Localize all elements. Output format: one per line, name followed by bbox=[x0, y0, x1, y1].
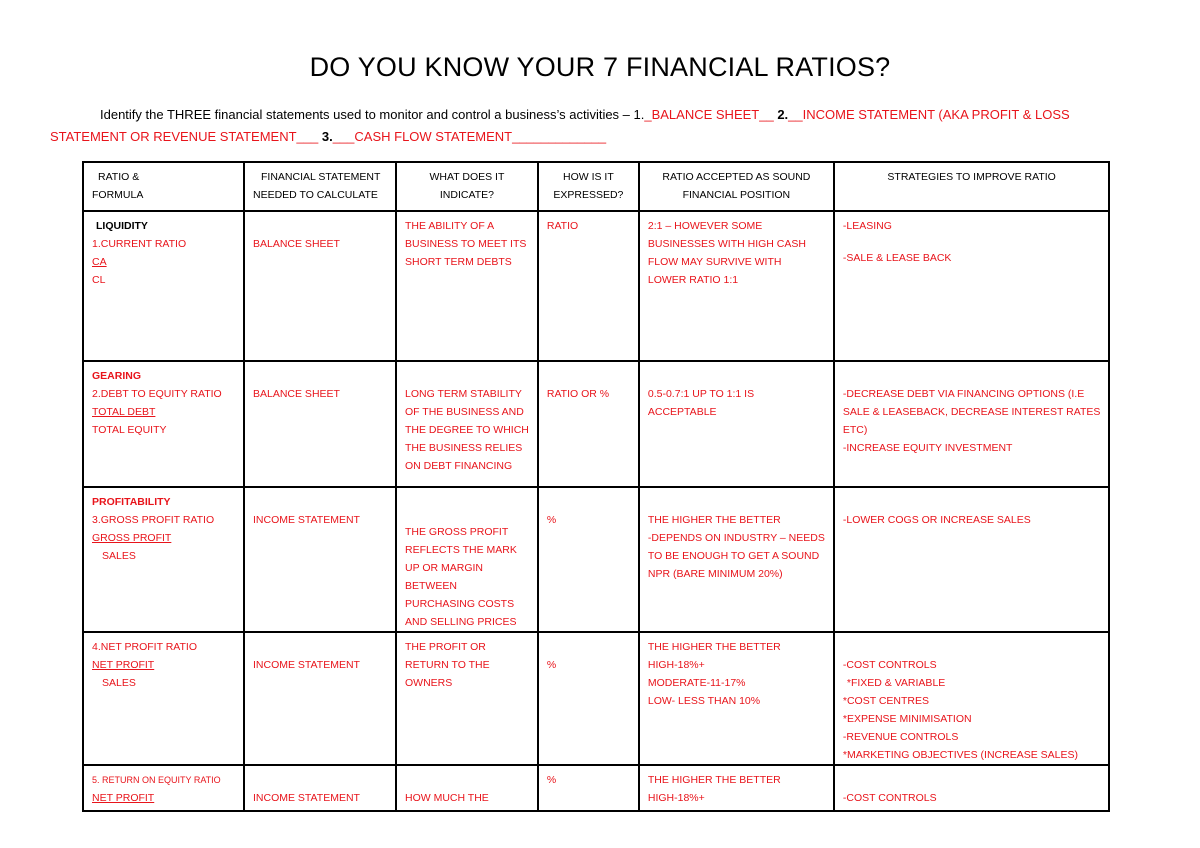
answer-2: __INCOME STATEMENT (AKA PROFIT & LOSS bbox=[788, 107, 1070, 122]
page-title: DO YOU KNOW YOUR 7 FINANCIAL RATIOS? bbox=[309, 52, 891, 82]
indicate-line: THE BUSINESS RELIES bbox=[405, 442, 523, 454]
header-ratio-line2: FORMULA bbox=[92, 189, 144, 201]
strategy-line: ETC) bbox=[842, 424, 868, 436]
header-expressed-line2: EXPRESSED? bbox=[553, 189, 624, 201]
accepted-cell bbox=[639, 765, 834, 811]
strategy-line: *COST CENTRES bbox=[842, 695, 930, 707]
accepted-line: 2:1 – HOWEVER SOME bbox=[647, 220, 763, 232]
indicate-line: THE ABILITY OF A bbox=[405, 220, 495, 232]
answer-3-number: 3. bbox=[321, 129, 333, 144]
strategies-cell bbox=[834, 211, 1110, 361]
expressed-cell bbox=[538, 765, 639, 811]
strategy-line: -SALE & LEASE BACK bbox=[842, 252, 952, 264]
header-accepted-line2: FINANCIAL POSITION bbox=[682, 189, 791, 201]
indicate-line: HOW MUCH THE bbox=[405, 792, 489, 804]
header-strategies bbox=[834, 162, 1110, 211]
header-statement bbox=[244, 162, 396, 211]
answer-2-number: 2. bbox=[777, 107, 789, 122]
header-expressed bbox=[538, 162, 639, 211]
statement-cell bbox=[244, 765, 396, 811]
indicate-cell bbox=[396, 361, 538, 487]
indicate-line: THE DEGREE TO WHICH bbox=[405, 424, 529, 436]
strategy-line: SALE & LEASEBACK, DECREASE INTEREST RATES bbox=[842, 406, 1101, 418]
ratio-name: 3.GROSS PROFIT RATIO bbox=[92, 514, 215, 526]
ratios-table bbox=[82, 161, 1110, 812]
indicate-cell bbox=[396, 211, 538, 361]
strategy-line: *EXPENSE MINIMISATION bbox=[842, 713, 972, 725]
category-label: GEARING bbox=[92, 370, 142, 382]
ratio-cell bbox=[83, 361, 244, 487]
accepted-line: THE HIGHER THE BETTER bbox=[647, 774, 781, 786]
accepted-line: LOWER RATIO 1:1 bbox=[647, 274, 739, 286]
statement-value: BALANCE SHEET bbox=[253, 388, 340, 400]
formula-numerator: CA bbox=[92, 256, 107, 268]
table-row bbox=[83, 361, 1109, 487]
intro-prompt: Identify the THREE financial statements used to monitor and control a business’s activities – 1. bbox=[100, 107, 645, 122]
indicate-line: OWNERS bbox=[405, 677, 453, 689]
indicate-cell bbox=[396, 632, 538, 765]
indicate-line: OF THE BUSINESS AND bbox=[405, 406, 524, 418]
accepted-cell bbox=[639, 361, 834, 487]
indicate-cell bbox=[396, 765, 538, 811]
expressed-cell bbox=[538, 361, 639, 487]
indicate-cell bbox=[396, 487, 538, 632]
strategies-cell bbox=[834, 632, 1110, 765]
header-indicate bbox=[396, 162, 538, 211]
accepted-line: LOW- LESS THAN 10% bbox=[647, 695, 761, 707]
indicate-line: THE GROSS PROFIT bbox=[405, 526, 509, 538]
formula-numerator: TOTAL DEBT bbox=[92, 406, 156, 418]
header-indicate-line1: WHAT DOES IT bbox=[429, 171, 505, 183]
strategy-line: *FIXED & VARIABLE bbox=[846, 677, 946, 689]
intro-paragraph bbox=[50, 104, 1150, 148]
accepted-line: BUSINESSES WITH HIGH CASH bbox=[647, 238, 806, 250]
indicate-line: BUSINESS TO MEET ITS bbox=[405, 238, 527, 250]
statement-value: BALANCE SHEET bbox=[253, 238, 340, 250]
accepted-line: HIGH-18%+ bbox=[647, 659, 705, 671]
ratio-name: 1.CURRENT RATIO bbox=[92, 238, 187, 250]
ratio-cell bbox=[83, 211, 244, 361]
header-indicate-line2: INDICATE? bbox=[439, 189, 494, 201]
indicate-line: PURCHASING COSTS bbox=[405, 598, 515, 610]
formula-numerator: NET PROFIT bbox=[92, 792, 155, 804]
header-strategies-line1: STRATEGIES TO IMPROVE RATIO bbox=[887, 171, 1056, 183]
accepted-cell bbox=[639, 632, 834, 765]
ratio-name: 2.DEBT TO EQUITY RATIO bbox=[92, 388, 222, 400]
accepted-line: -DEPENDS ON INDUSTRY – NEEDS bbox=[647, 532, 825, 544]
header-accepted-line1: RATIO ACCEPTED AS SOUND bbox=[662, 171, 811, 183]
strategy-line: -DECREASE DEBT VIA FINANCING OPTIONS (I.E bbox=[842, 388, 1085, 400]
category-label: LIQUIDITY bbox=[96, 220, 148, 232]
accepted-line: THE HIGHER THE BETTER bbox=[647, 641, 781, 653]
formula-numerator: NET PROFIT bbox=[92, 659, 155, 671]
strategies-cell bbox=[834, 765, 1110, 811]
expressed-cell bbox=[538, 632, 639, 765]
indicate-line: AND SELLING PRICES bbox=[405, 616, 517, 628]
indicate-line: ON DEBT FINANCING bbox=[405, 460, 513, 472]
formula-numerator: GROSS PROFIT bbox=[92, 532, 172, 544]
statement-value: INCOME STATEMENT bbox=[253, 514, 360, 526]
indicate-line: LONG TERM STABILITY bbox=[405, 388, 522, 400]
accepted-line: THE HIGHER THE BETTER bbox=[647, 514, 781, 526]
strategies-cell bbox=[834, 487, 1110, 632]
indicate-line: THE PROFIT OR bbox=[405, 641, 486, 653]
ratio-cell bbox=[83, 765, 244, 811]
formula-denominator: TOTAL EQUITY bbox=[92, 424, 167, 436]
category-label: PROFITABILITY bbox=[92, 496, 171, 508]
formula-denominator: CL bbox=[92, 274, 106, 286]
answer-2-continued: STATEMENT OR REVENUE STATEMENT___ bbox=[50, 129, 319, 144]
strategies-cell bbox=[834, 361, 1110, 487]
statement-cell bbox=[244, 632, 396, 765]
statement-cell bbox=[244, 211, 396, 361]
table-row bbox=[83, 487, 1109, 632]
table-row bbox=[83, 211, 1109, 361]
answer-1: _BALANCE SHEET__ bbox=[644, 107, 774, 122]
expressed-value: % bbox=[546, 659, 557, 671]
expressed-value: RATIO OR % bbox=[546, 388, 610, 400]
table-row bbox=[83, 765, 1109, 811]
expressed-value: % bbox=[546, 514, 557, 526]
expressed-value: RATIO bbox=[546, 220, 579, 232]
indicate-line: REFLECTS THE MARK bbox=[405, 544, 517, 556]
accepted-line: ACCEPTABLE bbox=[647, 406, 717, 418]
header-row bbox=[83, 162, 1109, 211]
header-accepted bbox=[639, 162, 834, 211]
header-statement-line2: NEEDED TO CALCULATE bbox=[253, 189, 378, 201]
strategy-line: *MARKETING OBJECTIVES (INCREASE SALES) bbox=[842, 749, 1078, 761]
strategy-line: -LEASING bbox=[842, 220, 892, 232]
accepted-cell bbox=[639, 211, 834, 361]
statement-cell bbox=[244, 361, 396, 487]
formula-denominator: SALES bbox=[102, 677, 136, 689]
ratio-name: 4.NET PROFIT RATIO bbox=[92, 641, 198, 653]
ratio-cell bbox=[83, 632, 244, 765]
indicate-line: BETWEEN bbox=[405, 580, 457, 592]
ratio-cell bbox=[83, 487, 244, 632]
accepted-line: NPR (BARE MINIMUM 20%) bbox=[647, 568, 783, 580]
accepted-line: MODERATE-11-17% bbox=[647, 677, 746, 689]
header-expressed-line1: HOW IS IT bbox=[563, 171, 614, 183]
statement-value: INCOME STATEMENT bbox=[253, 659, 360, 671]
statement-value: INCOME STATEMENT bbox=[253, 792, 360, 804]
header-ratio-line1: RATIO & bbox=[98, 171, 140, 183]
expressed-cell bbox=[538, 487, 639, 632]
indicate-line: UP OR MARGIN bbox=[405, 562, 483, 574]
accepted-cell bbox=[639, 487, 834, 632]
statement-cell bbox=[244, 487, 396, 632]
strategy-line: -COST CONTROLS bbox=[842, 659, 937, 671]
formula-denominator: SALES bbox=[102, 550, 136, 562]
answer-3: ___CASH FLOW STATEMENT_____________ bbox=[332, 129, 607, 144]
accepted-line: 0.5-0.7:1 UP TO 1:1 IS bbox=[647, 388, 755, 400]
expressed-value: % bbox=[546, 774, 557, 786]
expressed-cell bbox=[538, 211, 639, 361]
header-statement-line1: FINANCIAL STATEMENT bbox=[261, 171, 381, 183]
strategy-line: -INCREASE EQUITY INVESTMENT bbox=[842, 442, 1013, 454]
strategy-line: -REVENUE CONTROLS bbox=[842, 731, 959, 743]
header-ratio bbox=[83, 162, 244, 211]
accepted-line: TO BE ENOUGH TO GET A SOUND bbox=[647, 550, 820, 562]
accepted-line: FLOW MAY SURVIVE WITH bbox=[647, 256, 782, 268]
table-row bbox=[83, 632, 1109, 765]
accepted-line: HIGH-18%+ bbox=[647, 792, 705, 804]
ratio-name: 5. RETURN ON EQUITY RATIO bbox=[92, 775, 221, 785]
indicate-line: RETURN TO THE bbox=[405, 659, 490, 671]
indicate-line: SHORT TERM DEBTS bbox=[405, 256, 512, 268]
strategy-line: -LOWER COGS OR INCREASE SALES bbox=[842, 514, 1031, 526]
strategy-line: -COST CONTROLS bbox=[842, 792, 937, 804]
